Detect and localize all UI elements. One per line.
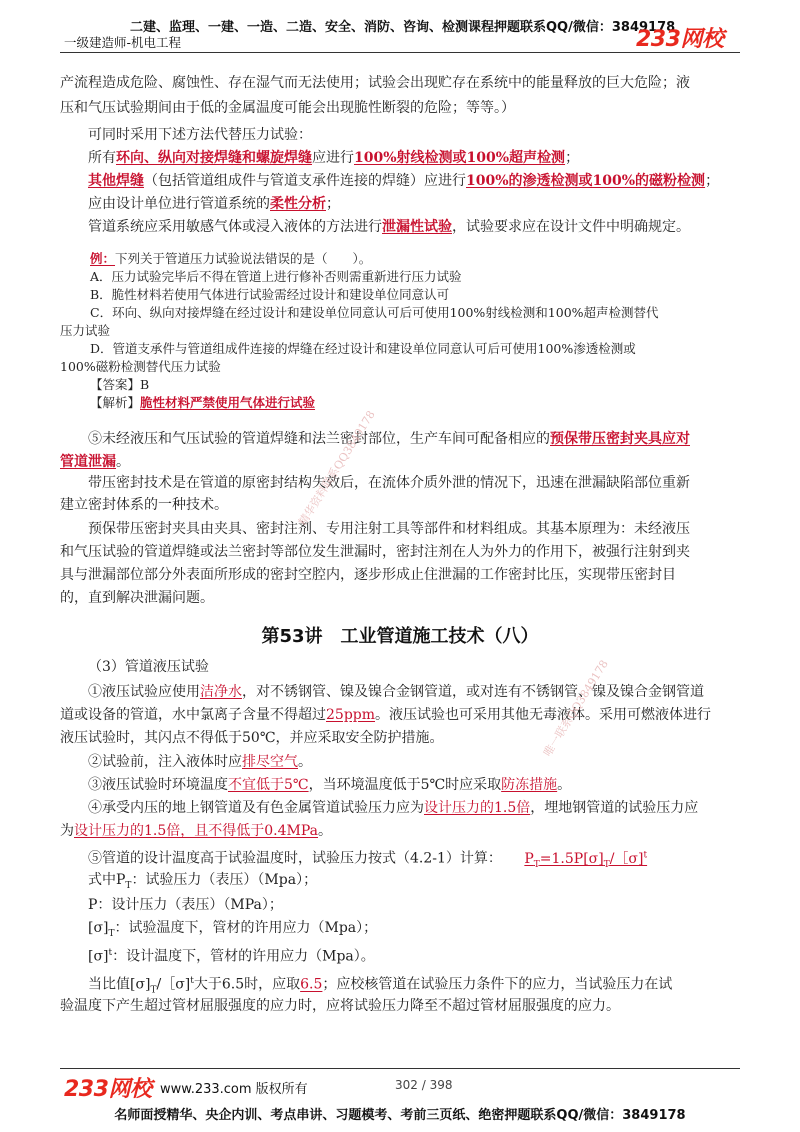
para-tech-line-2: 建立密封体系的一种技术。: [60, 497, 228, 513]
answer: 【答案】B: [90, 377, 150, 392]
rule-3: ③液压试验时环境温度不宜低于5℃，当环境温度低于5℃时应采取防冻措施。: [88, 777, 572, 793]
header-logo: [636, 22, 723, 53]
header-logo-text: 网校: [680, 27, 724, 52]
para-4: 其他焊缝（包括管道组成件与管道支承件连接的焊缝）应进行100%的渗透检测或100%的磁粉检测；: [88, 173, 720, 189]
section-heading-hydro: （3）管道液压试验: [88, 659, 209, 675]
para-clamp-line-1: 预保带压密封夹具由夹具、密封注剂、专用注射工具等部件和材料组成。其基本原理为：未经液压: [88, 521, 690, 537]
watermark-2: 唯一联系QQ3849178: [541, 657, 611, 759]
footer-rule: [60, 1068, 740, 1069]
highlight-buried-pressure: 设计压力的1.5倍，且不得低于0.4MPa: [74, 823, 319, 839]
rule-1-line-2: 道或设备的管道，水中氯离子含量不得超过25ppm。液压试验也可采用其他无毒液体。采用可燃液体进行: [60, 707, 712, 723]
option-d-line-2: 100%磁粉检测替代压力试验: [60, 359, 221, 374]
example-question: 例：下列关于管道压力试验说法错误的是（ ）。: [90, 251, 372, 266]
def-design-stress: $[\sigma]^t$：设计温度下，管材的许用应力（Mpa）。: [88, 948, 375, 965]
rule-1-line-3: 液压试验时，其闪点不得低于50℃，并应采取安全防护措施。: [60, 730, 444, 746]
highlight-flexibility: 柔性分析: [270, 196, 326, 212]
option-a: A．压力试验完毕后不得在管道上进行修补否则需重新进行压力试验: [90, 269, 462, 284]
highlight-clean-water: 洁净水: [200, 684, 242, 700]
ratio-rule-line-1: 当比值$[\sigma]_T/[\sigma]^t$大于6.5时，应取6.5；应校核管道在试验压力条件下的应力，当试验压力在试: [88, 976, 673, 996]
def-design-pressure: P：设计压力（表压）（MPa）；: [88, 897, 283, 913]
page-number: 302 / 398: [395, 1078, 453, 1092]
answer-value: B: [140, 377, 150, 392]
highlight-penetrant-magnetic: 100%的渗透检测或100%的磁粉检测: [466, 173, 706, 189]
para-tech-line-1: 带压密封技术是在管道的原密封结构失效后，在流体介质外泄的情况下，迅速在泄漏缺陷部位重新: [88, 475, 690, 491]
para-clamp-line-2: 和气压试验的管道焊缝或法兰密封等部位发生泄漏时，密封注剂在人为外力的作用下，被强行注射到夹: [60, 544, 690, 560]
highlight-6-5: 6.5: [300, 976, 323, 993]
highlight-weld-types: 环向、纵向对接焊缝和螺旋焊缝: [116, 150, 312, 166]
highlight-pipe-leak: 管道泄漏: [60, 454, 116, 470]
para-6: 管道系统应采用敏感气体或浸入液体的方法进行泄漏性试验，试验要求应在设计文件中明确规定。: [88, 219, 690, 235]
para-1-line-2: 压和气压试验期间由于低的金属温度可能会出现脆性断裂的危险；等等。）: [60, 100, 515, 116]
example-label: 例：: [90, 251, 116, 266]
para-clamp-line-4: 的，直到解决泄漏问题。: [60, 590, 214, 606]
para-3: 所有环向、纵向对接焊缝和螺旋焊缝应进行100%射线检测或100%超声检测；: [88, 150, 580, 166]
para-2: 可同时采用下述方法代替压力试验：: [88, 127, 312, 143]
highlight-seal-clamp: 预保带压密封夹具应对: [550, 431, 690, 447]
footer-promo: 名师面授精华、央企内训、考点串讲、习题模考、考前三页纸、绝密押题联系QQ/微信：3849178: [114, 1108, 686, 1123]
para-seal-line-1: ⑤未经液压和气压试验的管道焊缝和法兰密封部位，生产车间可配备相应的预保带压密封夹具应对: [88, 431, 690, 447]
para-seal-line-2: 管道泄漏。: [60, 454, 130, 470]
def-test-pressure: 式中$P_T$：试验压力（表压）（Mpa）；: [88, 872, 318, 891]
highlight-other-welds: 其他焊缝: [88, 173, 144, 189]
def-test-stress: $[\sigma]_T$：试验温度下，管材的许用应力（Mpa）；: [88, 920, 378, 939]
highlight-25ppm: 25ppm: [326, 707, 376, 723]
header-subtitle: 一级建造师-机电工程: [64, 35, 182, 50]
option-d-line-1: D．管道支承件与管道组成件连接的焊缝在经过设计和建设单位同意认可后可使用100%渗透检测或: [90, 341, 636, 356]
option-c-line-1: C．环向、纵向对接焊缝在经过设计和建设单位同意认可后可使用100%射线检测和100%超声检测替代: [90, 305, 659, 320]
highlight-vent-air: 排尽空气: [242, 754, 298, 770]
ratio-rule-line-2: 验温度下产生超过管材屈服强度的应力时，应将试验压力降至不超过管材屈服强度的应力。: [60, 998, 620, 1014]
footer-logo-number: 233: [64, 1077, 109, 1102]
header-contact-line: 二建、监理、一建、一造、二造、安全、消防、咨询、检测课程押题联系QQ/微信：3849178: [130, 20, 676, 35]
rule-4-line-2: 为设计压力的1.5倍，且不得低于0.4MPa。: [60, 823, 333, 839]
rule-4-line-1: ④承受内压的地上钢管道及有色金属管道试验压力应为设计压力的1.5倍，埋地钢管道的试验压力应: [88, 800, 699, 816]
section-title: 第53讲 工业管道施工技术（八）: [261, 626, 539, 647]
header-rule: [60, 52, 740, 53]
option-c-line-2: 压力试验: [60, 323, 111, 338]
highlight-antifreeze: 防冻措施: [501, 777, 558, 793]
watermark-1: 精华资料联系QQ3849178: [296, 408, 378, 529]
footer-logo-text: 网校: [108, 1077, 152, 1102]
highlight-1-5-times: 设计压力的1.5倍: [424, 800, 531, 816]
header-logo-number: 233: [636, 27, 681, 52]
footer-logo: [64, 1072, 151, 1103]
analysis: 【解析】脆性材料严禁使用气体进行试验: [90, 395, 316, 410]
analysis-text: 脆性材料严禁使用气体进行试验: [140, 395, 316, 410]
rule-5: ⑤管道的设计温度高于试验温度时，试验压力按式（4.2-1）计算： $P_T=1.5P[\sigma]_T/[\sigma]^t$: [88, 850, 648, 870]
highlight-ray-ultrasonic: 100%射线检测或100%超声检测: [354, 150, 566, 166]
highlight-leak-test: 泄漏性试验: [382, 219, 452, 235]
option-b: B．脆性材料若使用气体进行试验需经过设计和建设单位同意认可: [90, 287, 450, 302]
para-5: 应由设计单位进行管道系统的柔性分析；: [88, 196, 340, 212]
highlight-min-temp: 不宜低于5℃: [228, 777, 309, 793]
para-1-line-1: 产流程造成危险、腐蚀性、存在湿气而无法使用；试验会出现贮存在系统中的能量释放的巨大危险；液: [60, 75, 690, 91]
rule-2: ②试验前，注入液体时应排尽空气。: [88, 754, 312, 770]
footer-url[interactable]: www.233.com 版权所有: [160, 1082, 308, 1097]
para-clamp-line-3: 具与泄漏部位部分外表面所形成的密封空腔内，逐步形成止住泄漏的工作密封比压，实现带压密封目: [60, 567, 676, 583]
rule-1-line-1: ①液压试验应使用洁净水，对不锈钢管、镍及镍合金钢管道，或对连有不锈钢管、镍及镍合金钢管道: [88, 684, 704, 700]
formula-test-pressure: $P_T=1.5P[\sigma]_T/[\sigma]^t$: [524, 850, 648, 870]
